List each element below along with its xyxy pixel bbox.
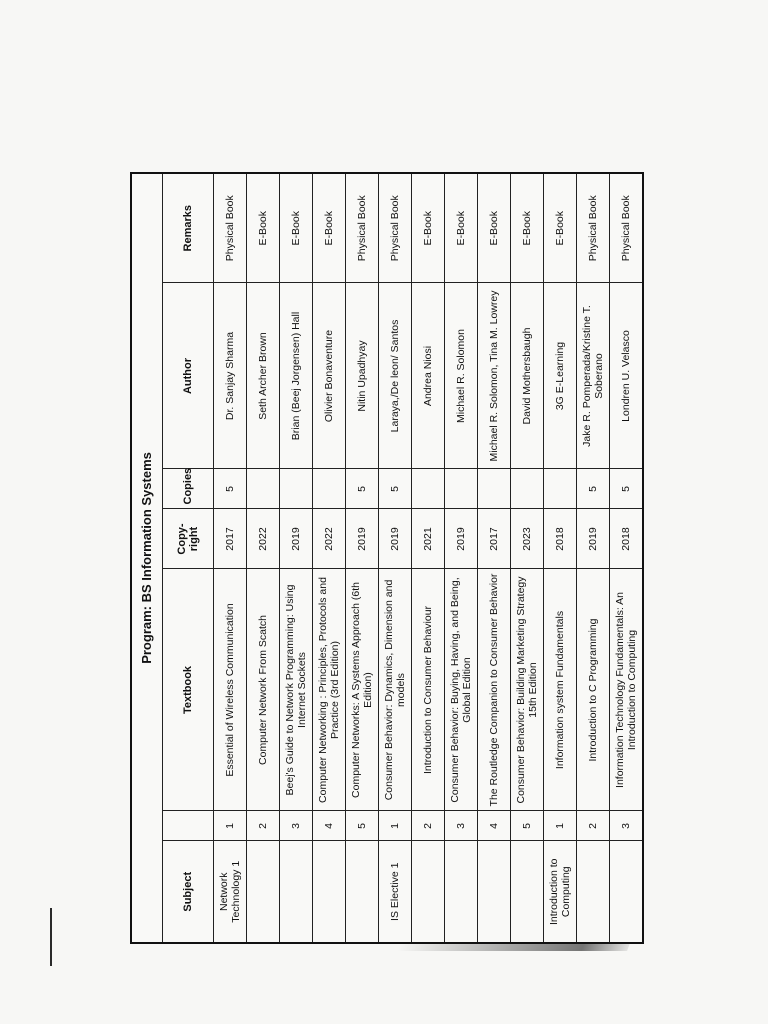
rotated-table-wrapper — [130, 174, 638, 944]
table-row — [346, 173, 379, 943]
row-remarks: Physical Book — [214, 173, 247, 283]
row-subject — [412, 841, 445, 943]
row-copyright: 2022 — [313, 509, 346, 569]
row-copies: 5 — [577, 469, 610, 509]
row-copies: 5 — [214, 469, 247, 509]
row-number: 1 — [214, 811, 247, 841]
row-author: David Mothersbaugh — [511, 283, 544, 469]
row-remarks: E-Book — [478, 173, 511, 283]
row-copies — [478, 469, 511, 509]
row-subject — [313, 841, 346, 943]
row-author: Seth Archer Brown — [247, 283, 280, 469]
row-number: 5 — [511, 811, 544, 841]
row-subject — [511, 841, 544, 943]
row-author: 3G E-Learning — [544, 283, 577, 469]
row-copyright: 2019 — [280, 509, 313, 569]
row-remarks: Physical Book — [610, 173, 644, 283]
row-copyright: 2021 — [412, 509, 445, 569]
row-copies — [445, 469, 478, 509]
table-row — [478, 173, 511, 943]
row-subject — [610, 841, 644, 943]
row-textbook: Consumer Behavior: Dynamics, Dimension and models — [379, 569, 412, 811]
row-textbook: The Routledge Companion to Consumer Behavior — [478, 569, 511, 811]
table-row — [313, 173, 346, 943]
header-author: Author — [163, 283, 214, 469]
row-remarks: E-Book — [445, 173, 478, 283]
row-copies — [247, 469, 280, 509]
row-remarks: Physical Book — [577, 173, 610, 283]
table-row — [445, 173, 478, 943]
row-author: Michael R. Solomon, Tina M. Lowrey — [478, 283, 511, 469]
row-copyright: 2022 — [247, 509, 280, 569]
table-body — [214, 173, 644, 943]
row-copies — [544, 469, 577, 509]
row-author: Brian (Beej Jorgensen) Hall — [280, 283, 313, 469]
row-number: 4 — [313, 811, 346, 841]
row-textbook: Information system Fundamentals — [544, 569, 577, 811]
row-textbook: Beej's Guide to Network Programming: Using Internet Sockets — [280, 569, 313, 811]
row-subject: IS Elective 1 — [379, 841, 412, 943]
row-number: 2 — [412, 811, 445, 841]
table-row — [610, 173, 644, 943]
row-subject — [280, 841, 313, 943]
row-textbook: Computer Networks: A Systems Approach (6th Edition) — [346, 569, 379, 811]
row-textbook: Information Technology Fundamentals: An Introduction to Computing — [610, 569, 644, 811]
row-copyright: 2017 — [214, 509, 247, 569]
row-copies: 5 — [610, 469, 644, 509]
table-row — [214, 173, 247, 943]
row-copies: 5 — [379, 469, 412, 509]
textbook-table — [130, 172, 644, 944]
table-row — [544, 173, 577, 943]
row-author: Dr. Sanjay Sharma — [214, 283, 247, 469]
row-author: Laraya,/De leon/ Santos — [379, 283, 412, 469]
header-copyright: Copy-right — [163, 509, 214, 569]
table-row — [280, 173, 313, 943]
table-row — [577, 173, 610, 943]
table-row — [412, 173, 445, 943]
row-author: Jake R. Pomperada/Kristine T. Soberano — [577, 283, 610, 469]
row-subject — [478, 841, 511, 943]
row-subject: Introduction to Computing — [544, 841, 577, 943]
row-number: 2 — [247, 811, 280, 841]
row-copyright: 2018 — [610, 509, 644, 569]
row-author: Olivier Bonaventure — [313, 283, 346, 469]
row-number: 3 — [280, 811, 313, 841]
row-textbook: Introduction to Consumer Behaviour — [412, 569, 445, 811]
row-author: Nitin Upadhyay — [346, 283, 379, 469]
table-row — [379, 173, 412, 943]
row-author: Michael R. Solomon — [445, 283, 478, 469]
row-copyright: 2018 — [544, 509, 577, 569]
row-textbook: Introduction to C Programming — [577, 569, 610, 811]
row-copyright: 2019 — [379, 509, 412, 569]
row-copyright: 2023 — [511, 509, 544, 569]
scan-margin-mark — [50, 908, 52, 966]
row-subject: Network Technology 1 — [214, 841, 247, 943]
row-number: 1 — [379, 811, 412, 841]
row-number: 1 — [544, 811, 577, 841]
row-remarks: Physical Book — [346, 173, 379, 283]
row-textbook: Consumer Behavior: Buying, Having, and Being, Global Edition — [445, 569, 478, 811]
row-copies — [280, 469, 313, 509]
header-number — [163, 811, 214, 841]
row-author: Londren U. Velasco — [610, 283, 644, 469]
row-copies — [412, 469, 445, 509]
row-remarks: E-Book — [412, 173, 445, 283]
header-subject: Subject — [163, 841, 214, 943]
row-copies — [511, 469, 544, 509]
table-row — [247, 173, 280, 943]
row-subject — [346, 841, 379, 943]
header-remarks: Remarks — [163, 173, 214, 283]
row-copies — [313, 469, 346, 509]
row-textbook: Computer Networking : Principles, Protocols and Practice (3rd Edition) — [313, 569, 346, 811]
row-remarks: E-Book — [511, 173, 544, 283]
header-copies: Copies — [163, 469, 214, 509]
rotated-sheet — [130, 174, 638, 944]
row-number: 2 — [577, 811, 610, 841]
row-remarks: E-Book — [280, 173, 313, 283]
header-textbook: Textbook — [163, 569, 214, 811]
table-row — [511, 173, 544, 943]
row-textbook: Essential of Wireless Communication — [214, 569, 247, 811]
row-remarks: E-Book — [544, 173, 577, 283]
row-remarks: E-Book — [313, 173, 346, 283]
row-number: 3 — [610, 811, 644, 841]
header-row — [163, 173, 214, 943]
row-author: Andrea Niosi — [412, 283, 445, 469]
row-copies: 5 — [346, 469, 379, 509]
row-subject — [577, 841, 610, 943]
row-remarks: E-Book — [247, 173, 280, 283]
row-subject — [247, 841, 280, 943]
row-copyright: 2019 — [577, 509, 610, 569]
row-copyright: 2017 — [478, 509, 511, 569]
title-row — [131, 173, 163, 943]
row-number: 5 — [346, 811, 379, 841]
row-textbook: Consumer Behavior: Building Marketing Strategy 15th Edition — [511, 569, 544, 811]
row-copyright: 2019 — [346, 509, 379, 569]
program-title: Program: BS Information Systems — [131, 173, 163, 943]
row-number: 3 — [445, 811, 478, 841]
row-copyright: 2019 — [445, 509, 478, 569]
row-number: 4 — [478, 811, 511, 841]
row-subject — [445, 841, 478, 943]
row-remarks: Physical Book — [379, 173, 412, 283]
row-textbook: Computer Network From Scatch — [247, 569, 280, 811]
